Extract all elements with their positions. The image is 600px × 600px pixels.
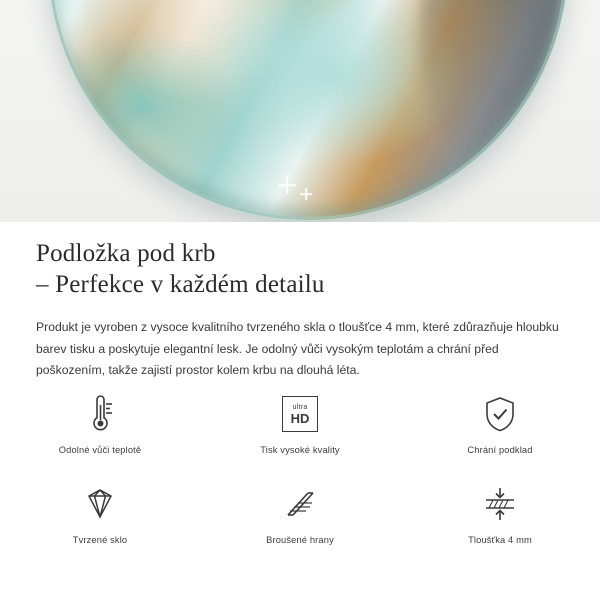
sparkle-icon	[278, 176, 296, 194]
description-paragraph: Produkt je vyroben z vysoce kvalitního tvrzeného skla o tloušťce 4 mm, které zdůrazňuje hloubku barev tisku a poskytuje elegantní lesk. Je odolný vůči vysokým teplotám a chrání před poškozením, takže zajistí prostor kolem krbu na dlouhá léta.	[36, 320, 559, 377]
shield-check-icon	[481, 392, 519, 436]
badge-bottom-text: HD	[290, 410, 310, 426]
feature-label: Tisk vysoké kvality	[260, 445, 340, 455]
feature-label: Broušené hrany	[266, 535, 334, 545]
thermometer-icon	[81, 392, 119, 436]
polished-edges-icon	[280, 482, 320, 526]
glass-disc	[48, 0, 568, 220]
page-title	[0, 222, 600, 300]
feature-label: Tvrzené sklo	[72, 535, 128, 545]
sparkle-icon	[300, 188, 312, 200]
headline-line-2: – Perfekce v každém detailu	[36, 271, 325, 298]
feature-item-temperature	[0, 392, 200, 478]
feature-item-tempered-glass	[0, 482, 200, 568]
ultra-hd-icon	[282, 392, 318, 436]
feature-label: Chrání podklad	[467, 445, 533, 455]
feature-item-print-quality	[200, 392, 400, 478]
feature-item-thickness	[400, 482, 600, 568]
hero-image	[0, 0, 600, 222]
feature-item-polished-edges	[200, 482, 400, 568]
feature-grid	[0, 392, 600, 568]
thickness-arrows-icon	[478, 482, 522, 526]
headline-line-1: Podložka pod krb	[36, 240, 216, 267]
feature-label: Odolné vůči teplotě	[58, 445, 142, 455]
feature-label: Tloušťka 4 mm	[468, 535, 532, 545]
feature-item-protects-surface	[400, 392, 600, 478]
diamond-icon	[80, 482, 120, 526]
badge-top-text: ultra	[292, 403, 308, 411]
text-content	[0, 222, 600, 382]
